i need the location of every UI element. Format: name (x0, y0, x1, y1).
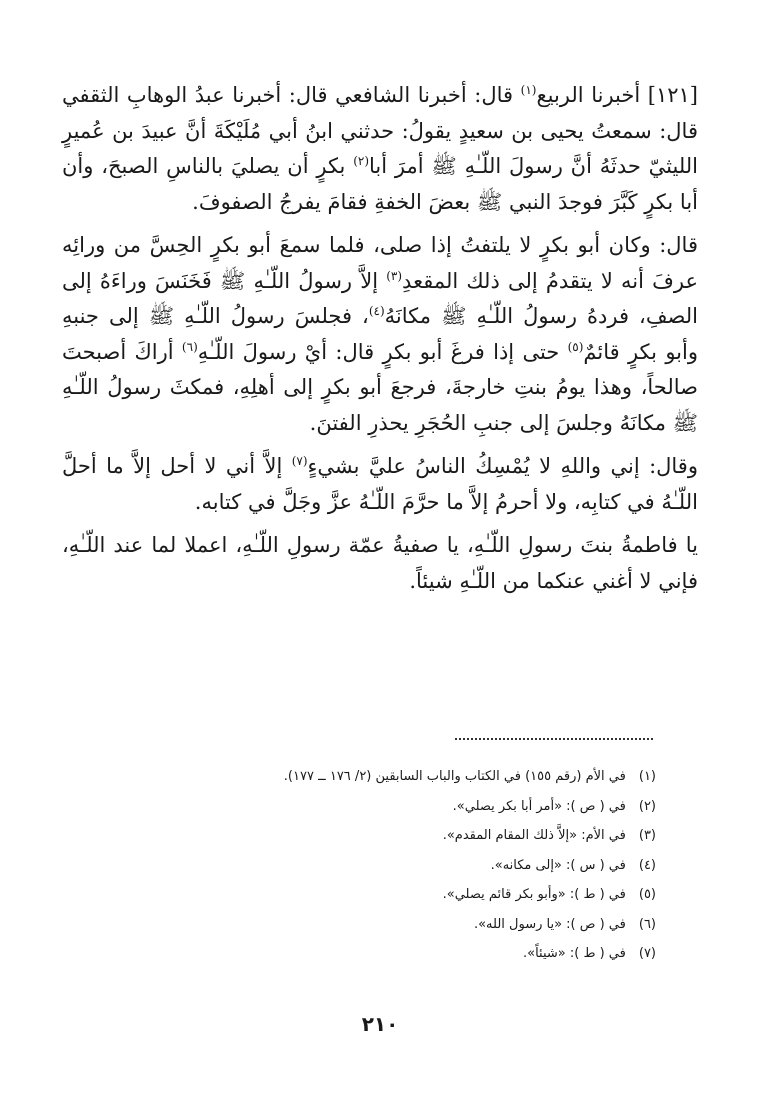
footnote-number: (٤) (638, 857, 656, 873)
footnote-number: (١) (638, 769, 656, 784)
footnote-number: (٣) (638, 828, 656, 843)
paragraph-text: قال: أخبرنا الشافعي قال: أخبرنا عبدُ الوهابِ الثقفي قال: سمعتُ يحيى بن سعيدٍ يقولُ: حدثني ابنُ أبي مُلَيْكَةَ أنَّ عبيدَ بن عُميرٍ الليثيّ حدثَهُ أنَّ رسولَ اللّـٰهِ ﷺ أمرَ أبا (62, 83, 698, 178)
paragraph (62, 78, 698, 220)
main-text (62, 78, 698, 599)
footnote-number: (٥) (638, 887, 656, 902)
footnote-number: (٢) (638, 798, 656, 814)
paragraph-text: [١٢١] أخبرنا الربيع (536, 83, 698, 107)
footnote-marker: (٣) (386, 268, 403, 283)
footnote-text: في الأم: «إلاَّ ذلك المقام المقدم». (442, 828, 626, 843)
paragraph-text: قال: وكان أبو بكرٍ لا يلتفتُ إذا صلى، فلما سمعَ أبو بكرٍ الحِسَّ من ورائِه عرفَ أنه لا يتقدمُ إلى ذلك المقعدِ (62, 233, 698, 293)
footnote-marker: (١) (520, 83, 537, 97)
paragraph (62, 449, 698, 520)
footnote (70, 762, 656, 792)
footnotes (70, 762, 656, 969)
footnote-marker: (٤) (368, 304, 385, 318)
footnote (70, 851, 656, 881)
paragraph-text: إلاَّ رسولُ اللّـٰهِ ﷺ فَخَنَسَ وراءَهُ إلى الصفِ، فردهُ رسولُ اللّـٰهِ ﷺ مكانَهُ (62, 268, 698, 328)
footnote-number: (٦) (638, 916, 656, 932)
paragraph-text: إلاَّ أني لا أحل إلاَّ ما أحلَّ اللّـٰهُ في كتابِه، ولا أحرمُ إلاَّ ما حرَّمَ اللّـٰهُ عزَّ وجَلَّ في كتابه. (62, 454, 698, 514)
paragraph (62, 528, 698, 599)
footnote-separator (455, 738, 653, 740)
paragraph-text: أراكَ أصبحتَ صالحاً، وهذا يومُ بنتِ خارجةَ، فرجعَ أبو بكرٍ إلى أهلِهِ، فمكثَ رسولُ اللّـٰهِ ﷺ مكانَهُ وجلسَ إلى جنبِ الحُجَرِ يحذرِ الفتنَ. (62, 339, 698, 435)
paragraph-text: ، فجلسَ رسولُ اللّـٰهِ ﷺ إلى جنبهِ وأبو بكرٍ قائمٌ (62, 304, 698, 364)
paragraph (62, 228, 698, 441)
paragraph-text: بكرٍ أن يصليَ بالناسِ الصبحَ، وأن أبا بكرٍ كَبَّرَ فوجدَ النبي ﷺ بعضَ الخفةِ فقامَ يفرجُ الصفوفَ. (62, 154, 698, 214)
footnote-text: في ( ط ): «وأبو بكر قائم يصلي». (442, 887, 626, 902)
footnote (70, 821, 656, 851)
paragraph-text: حتى إذا فرغَ أبو بكرٍ قال: أيْ رسولَ اللّـٰهِ (197, 339, 568, 364)
footnote-marker: (٦) (181, 339, 198, 354)
footnote-text: في ( ط ): «شيئاً». (522, 946, 626, 961)
footnote-text: في ( س ): «إلى مكانه». (490, 857, 626, 873)
footnote-text: في ( ص ): «أمر أبا بكر يصلي». (452, 798, 626, 814)
footnote-text: في الأم (رقم ١٥٥) في الكتاب والباب السابقين (٢/ ١٧٦ ــ ١٧٧). (283, 769, 626, 784)
paragraph-text: وقال: إني واللهِ لا يُمْسِكُ الناسُ عليَّ بشيءٍ (307, 454, 698, 478)
footnote (70, 880, 656, 910)
paragraph-text: يا فاطمةُ بنتَ رسولِ اللّـٰهِ، يا صفيةُ عمّة رسولِ اللّـٰهِ، اعملا لما عند اللّـٰهِ، فإني لا أغني عنكما من اللّـٰهِ شيئاً. (62, 533, 698, 593)
footnote-text: في ( ص ): «يا رسول الله». (473, 916, 626, 932)
footnote-marker: (٥) (567, 339, 584, 354)
footnote-marker: (٧) (291, 454, 308, 468)
footnote (70, 939, 656, 969)
footnote (70, 910, 656, 940)
footnote-marker: (٢) (353, 154, 370, 168)
footnote-number: (٧) (638, 946, 656, 961)
page-number: ٢١٠ (361, 1012, 399, 1036)
footnote (70, 792, 656, 822)
